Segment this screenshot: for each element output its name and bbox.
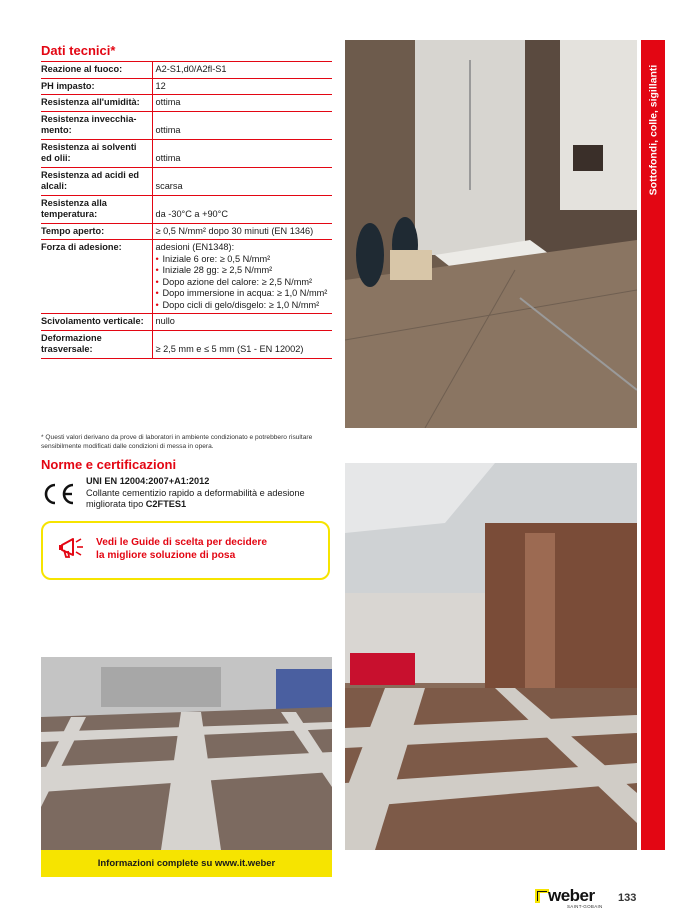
- standard-code: UNI EN 12004:2007+A1:2012: [86, 476, 210, 486]
- ce-mark-icon: [41, 482, 77, 506]
- spec-value: ≥ 0,5 N/mm² dopo 30 minuti (EN 1346): [152, 223, 332, 240]
- adhesion-list: [156, 254, 333, 312]
- spec-label: Tempo aperto:: [41, 223, 152, 240]
- spec-label: Resistenza alla temperatura:: [41, 195, 152, 223]
- page-number: 133: [618, 892, 637, 904]
- info-bar[interactable]: Informazioni complete su www.it.weber: [41, 850, 332, 877]
- spec-value: ottima: [152, 95, 332, 112]
- spec-label: Resistenza ai solventi ed olii:: [41, 139, 152, 167]
- spec-row: [41, 330, 332, 358]
- spec-row: [41, 314, 332, 331]
- callout-text: [96, 536, 267, 562]
- list-item: • Dopo azione del calore: ≥ 2,5 N/mm²: [156, 277, 333, 289]
- list-item: • Dopo immersione in acqua: ≥ 1,0 N/mm²: [156, 288, 333, 300]
- side-tab-text: Sottofondi, colle, sigillanti: [647, 64, 660, 196]
- spec-label: Deformazione trasversale:: [41, 330, 152, 358]
- spec-label: PH impasto:: [41, 78, 152, 95]
- megaphone-icon: [56, 533, 86, 563]
- technical-specs-table: [41, 61, 332, 359]
- spec-value: ≥ 2,5 mm e ≤ 5 mm (S1 - EN 12002): [152, 330, 332, 358]
- floor-photo: [41, 657, 332, 850]
- brand-sub: SAINT-GOBAIN: [567, 904, 603, 909]
- spec-row: [41, 78, 332, 95]
- spec-row: [41, 240, 332, 314]
- side-tab-label: [641, 40, 665, 220]
- bathroom-photo: [345, 40, 637, 428]
- spec-value: nullo: [152, 314, 332, 331]
- spec-row: [41, 167, 332, 195]
- spec-value: scarsa: [152, 167, 332, 195]
- callout-line: la migliore soluzione di posa: [96, 550, 236, 561]
- spec-row: [41, 111, 332, 139]
- spec-value: A2-S1,d0/A2fl-S1: [152, 62, 332, 79]
- spec-label: Resistenza invecchia-mento:: [41, 111, 152, 139]
- hall-photo: [345, 463, 637, 850]
- guide-callout[interactable]: [41, 521, 330, 580]
- brand-name: weber: [548, 886, 595, 905]
- spec-label: Reazione al fuoco:: [41, 62, 152, 79]
- type-code: C2FTES1: [145, 499, 187, 509]
- certification-text: [86, 476, 332, 511]
- spec-row: [41, 223, 332, 240]
- spec-row: [41, 95, 332, 112]
- footnote: * Questi valori derivano da prove di laboratori in ambiente condizionato e potrebbero risultare sensibilmente modificati dalle condizioni di messa in opera.: [41, 434, 313, 450]
- spec-row: [41, 139, 332, 167]
- spec-row: [41, 62, 332, 79]
- list-item: • Iniziale 28 gg: ≥ 2,5 N/mm²: [156, 265, 333, 277]
- technical-data-title: Dati tecnici*: [41, 43, 116, 58]
- spec-label: Resistenza ad acidi ed alcali:: [41, 167, 152, 195]
- norms-title: Norme e certificazioni: [41, 457, 177, 472]
- list-item: • Iniziale 6 ore: ≥ 0,5 N/mm²: [156, 254, 333, 266]
- certification-block: [41, 476, 332, 514]
- certification-description: Collante cementizio rapido a deformabilità e adesione migliorata tipo: [86, 487, 305, 509]
- spec-value: 12: [152, 78, 332, 95]
- spec-value-intro: adesioni (EN1348):: [155, 242, 235, 252]
- weber-logo-mark-icon: [535, 889, 549, 903]
- weber-logo: [535, 886, 605, 910]
- spec-value: ottima: [152, 139, 332, 167]
- spec-value: da -30°C a +90°C: [152, 195, 332, 223]
- spec-label: Forza di adesione:: [41, 240, 152, 314]
- spec-label: Resistenza all'umidità:: [41, 95, 152, 112]
- spec-value: ottima: [152, 111, 332, 139]
- spec-label: Scivolamento verticale:: [41, 314, 152, 331]
- spec-value: [152, 240, 332, 314]
- spec-row: [41, 195, 332, 223]
- callout-line: Vedi le Guide di scelta per decidere: [96, 537, 267, 548]
- list-item: • Dopo cicli di gelo/disgelo: ≥ 1,0 N/mm²: [156, 300, 333, 312]
